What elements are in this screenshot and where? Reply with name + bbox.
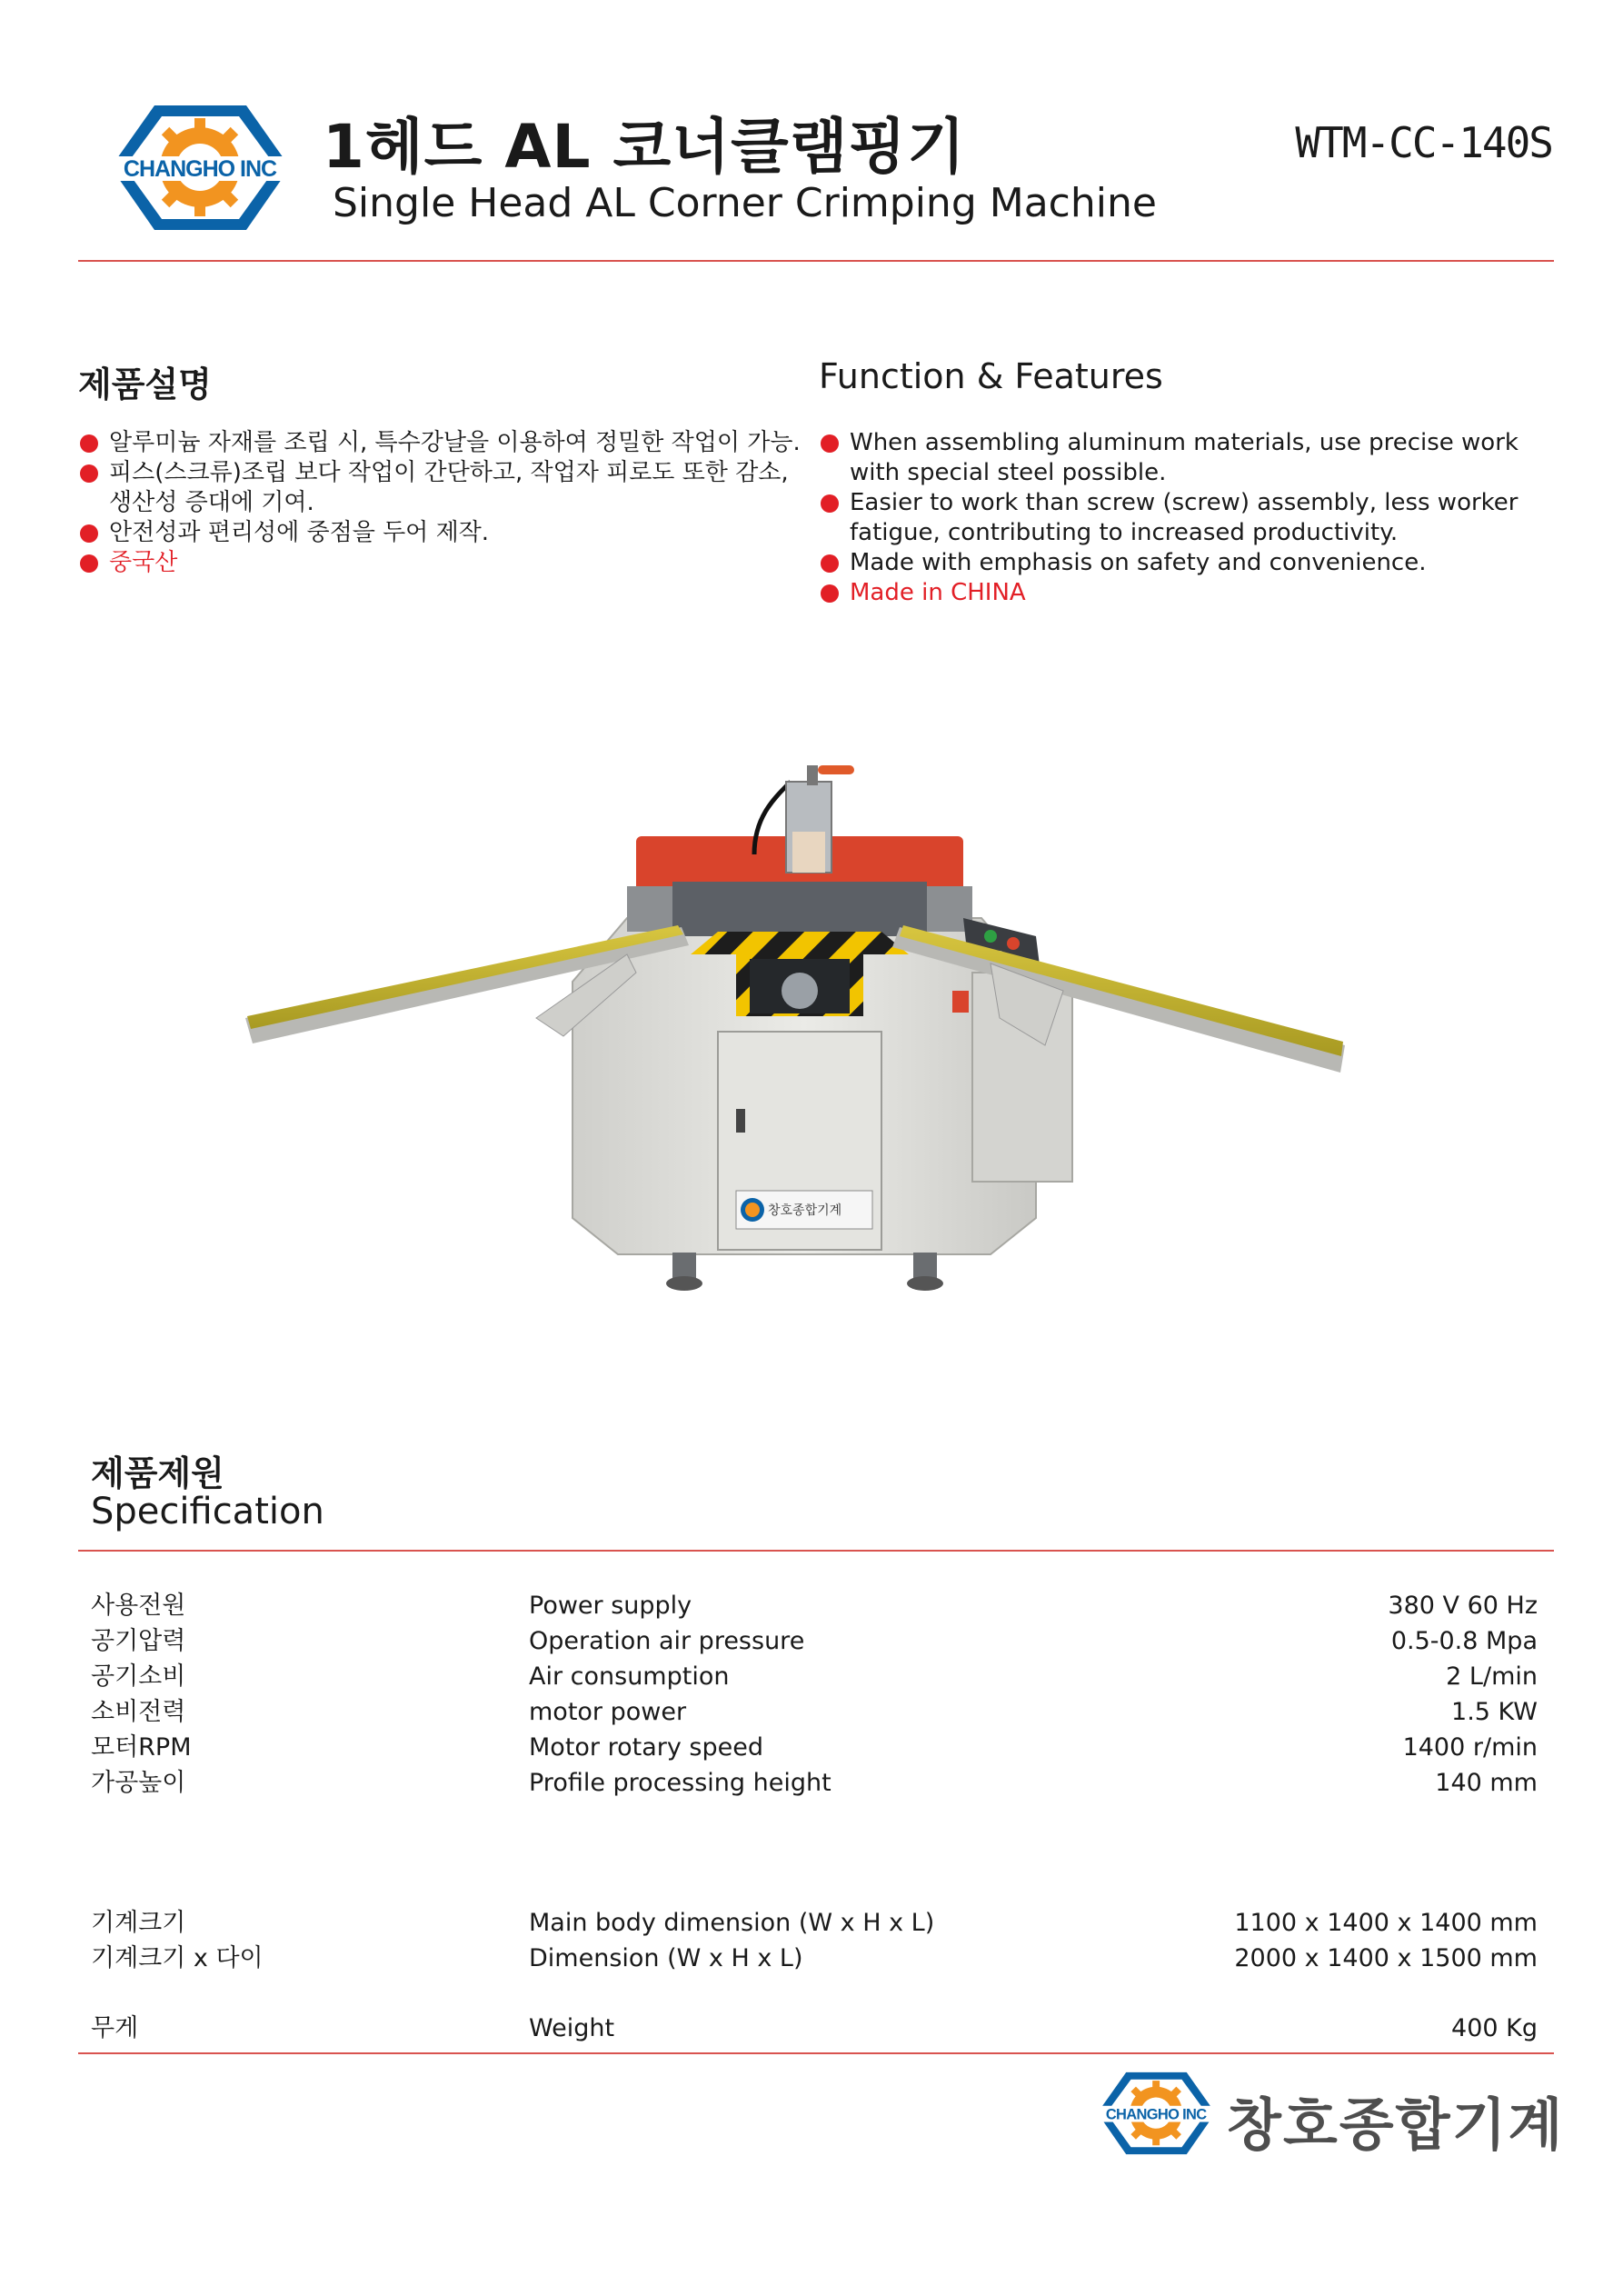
spec-value: 1.5 KW (1451, 1698, 1538, 1726)
spec-label-ko: 공기압력 (91, 1627, 186, 1655)
model-number: WTM-CC-140S (1295, 118, 1552, 167)
spec-value: 380 V 60 Hz (1388, 1592, 1538, 1620)
spec-label-ko: 무게 (91, 2014, 139, 2042)
feature-item-origin: 중국산 (78, 548, 805, 578)
spec-label-ko: 사용전원 (91, 1592, 186, 1620)
feature-item-origin: Made in CHINA (819, 578, 1546, 608)
spec-row (91, 1906, 1538, 1941)
spec-row (91, 1942, 1538, 1976)
feature-item: Easier to work than screw (screw) assembly, less worker fatigue, contributing to increased productivity. (819, 488, 1546, 548)
spec-row (91, 1731, 1538, 1765)
spec-value: 140 mm (1435, 1769, 1538, 1797)
spec-row (91, 1660, 1538, 1694)
title-english: Single Head AL Corner Crimping Machine (333, 180, 1157, 226)
spec-top-divider (78, 1550, 1554, 1552)
spec-row (91, 1624, 1538, 1659)
spec-label-ko: 모터RPM (91, 1733, 192, 1762)
feature-item: 피스(스크류)조립 보다 작업이 간단하고, 작업자 피로도 또한 감소, 생산성 증대에 기여. (78, 458, 805, 518)
footer-company-name: 창호종합기계 (1227, 2091, 1565, 2158)
spec-label-ko: 공기소비 (91, 1662, 186, 1691)
spec-bottom-divider (78, 2052, 1554, 2054)
spec-value: 1400 r/min (1402, 1733, 1538, 1762)
feature-item: 알루미늄 자재를 조립 시, 특수강날을 이용하여 정밀한 작업이 가능. (78, 428, 805, 458)
brand-logo (107, 102, 294, 234)
logo-text: CHANGHO INC (123, 156, 277, 182)
footer-logo (1095, 2063, 1218, 2163)
footer-logo-text: CHANGHO INC (1105, 2106, 1207, 2123)
header-divider (78, 260, 1554, 262)
spec-row (91, 1695, 1538, 1730)
spec-heading-en: Specification (91, 1491, 324, 1532)
spec-label-en: Weight (529, 2014, 615, 2042)
feature-item: Made with emphasis on safety and convenience. (819, 548, 1546, 578)
spec-label-en: Power supply (529, 1592, 692, 1620)
features-heading-en: Function & Features (819, 356, 1163, 396)
feature-item: When assembling aluminum materials, use precise work with special steel possible. (819, 428, 1546, 488)
spec-row (91, 2011, 1538, 2046)
spec-row (91, 1589, 1538, 1623)
machine-nameplate: 창호종합기계 (768, 1203, 842, 1218)
spec-label-ko: 가공높이 (91, 1769, 186, 1797)
spec-label-en: motor power (529, 1698, 687, 1726)
spec-value: 0.5-0.8 Mpa (1390, 1627, 1538, 1655)
spec-heading-ko: 제품제원 (91, 1453, 224, 1493)
spec-label-en: Air consumption (529, 1662, 730, 1691)
spec-row (91, 1766, 1538, 1801)
spec-value: 400 Kg (1451, 2014, 1538, 2042)
spec-label-en: Motor rotary speed (529, 1733, 763, 1762)
spec-value: 1100 x 1400 x 1400 mm (1234, 1909, 1538, 1937)
spec-label-en: Operation air pressure (529, 1627, 805, 1655)
title-korean: 1헤드 AL 코너클램핑기 (323, 112, 967, 182)
spec-label-ko: 기계크기 (91, 1909, 186, 1937)
feature-item: 안전성과 편리성에 중점을 두어 제작. (78, 518, 805, 548)
spec-label-en: Main body dimension (W x H x L) (529, 1909, 935, 1937)
machine-photo (245, 745, 1354, 1309)
features-list-en (819, 428, 1546, 608)
spec-label-ko: 소비전력 (91, 1698, 186, 1726)
features-heading-ko: 제품설명 (78, 364, 212, 404)
spec-value: 2000 x 1400 x 1500 mm (1234, 1944, 1538, 1972)
spec-label-ko: 기계크기 x 다이 (91, 1944, 264, 1972)
spec-label-en: Profile processing height (529, 1769, 831, 1797)
spec-label-en: Dimension (W x H x L) (529, 1944, 803, 1972)
spec-value: 2 L/min (1446, 1662, 1538, 1691)
features-list-ko (78, 428, 805, 578)
